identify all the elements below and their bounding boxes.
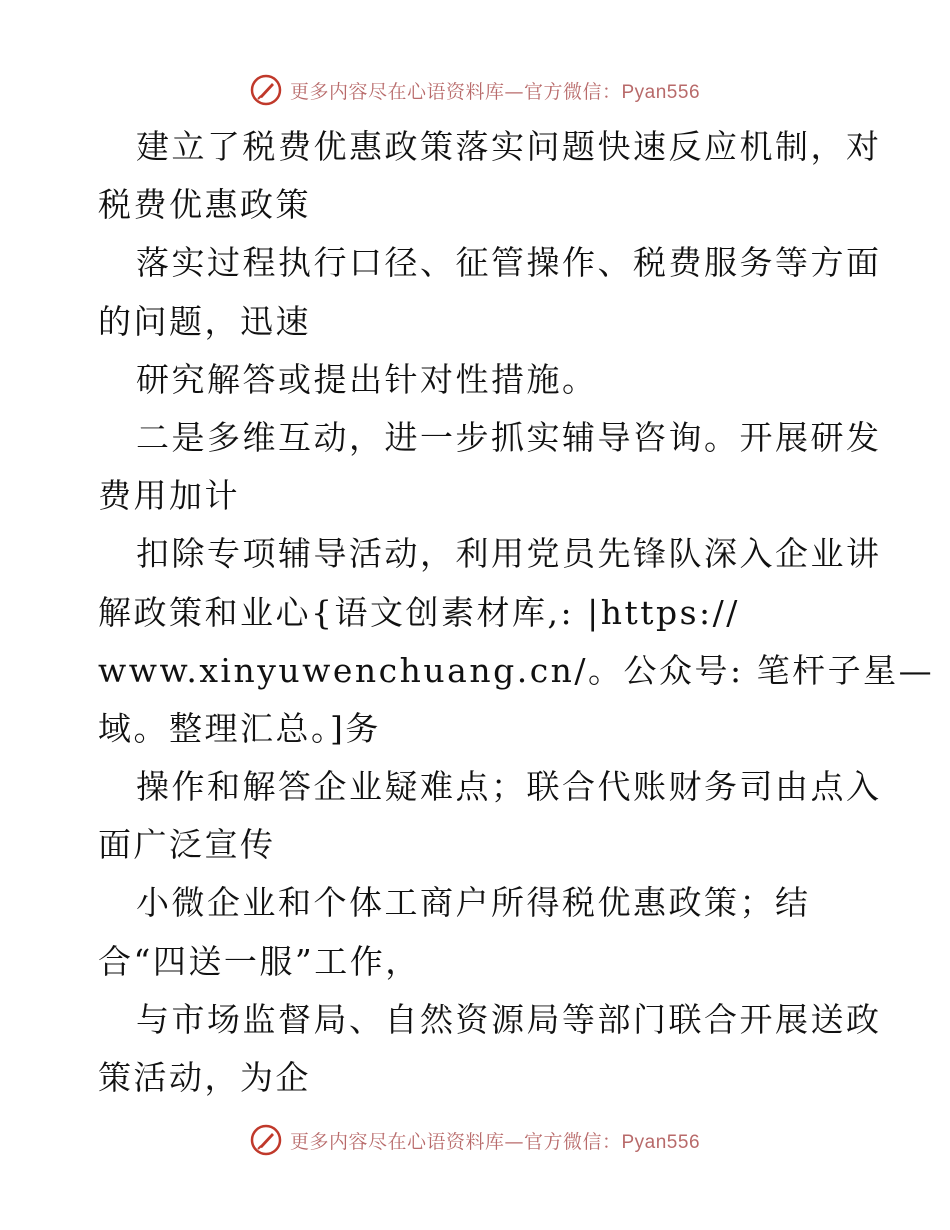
quill-pen-logo-icon: [250, 74, 282, 106]
body-line: 的问题，迅速: [98, 301, 311, 341]
body-line: www.xinyuwenchuang.cn/。公众号: 笔杆子星—: [98, 650, 935, 690]
body-line: 二是多维互动，进一步抓实辅导咨询。开展研发: [136, 417, 882, 457]
body-line: 小微企业和个体工商户所得税优惠政策；结: [136, 883, 811, 923]
body-line: 策活动，为企: [98, 1058, 311, 1097]
footer-banner-wechat-id: Pyan556: [621, 1131, 701, 1153]
header-banner-wechat-id: Pyan556: [621, 81, 701, 103]
header-watermark-banner: [0, 70, 950, 110]
quill-pen-logo-icon: [250, 1124, 282, 1156]
body-line: 扣除专项辅导活动，利用党员先锋队深入企业讲: [136, 534, 882, 574]
body-line: 落实过程执行口径、征管操作、税费服务等方面: [136, 243, 882, 283]
body-line: 与市场监督局、自然资源局等部门联合开展送政: [136, 999, 882, 1039]
body-line: 面广泛宣传: [98, 825, 276, 865]
footer-watermark-banner: [0, 1120, 950, 1160]
header-banner-main: 更多内容尽在心语资料库—官方微信：: [289, 80, 622, 103]
body-line: 建立了税费优惠政策落实问题快速反应机制，对: [136, 127, 882, 166]
body-line: 合“四送一服”工作，: [98, 941, 421, 981]
document-body: [98, 118, 935, 1107]
body-line: 税费优惠政策: [98, 185, 311, 225]
header-banner-text: [290, 77, 700, 104]
body-line: 费用加计: [98, 476, 240, 516]
body-line: 操作和解答企业疑难点；联合代账财务司由点入: [136, 767, 882, 807]
footer-banner-text: [290, 1127, 700, 1154]
body-line: 解政策和业心{语文创素材库,: |https://: [98, 592, 740, 632]
body-line: 研究解答或提出针对性措施。: [136, 359, 598, 399]
body-line: 域。整理汇总。]务: [98, 708, 381, 748]
footer-banner-main: 更多内容尽在心语资料库—官方微信：: [289, 1130, 622, 1153]
